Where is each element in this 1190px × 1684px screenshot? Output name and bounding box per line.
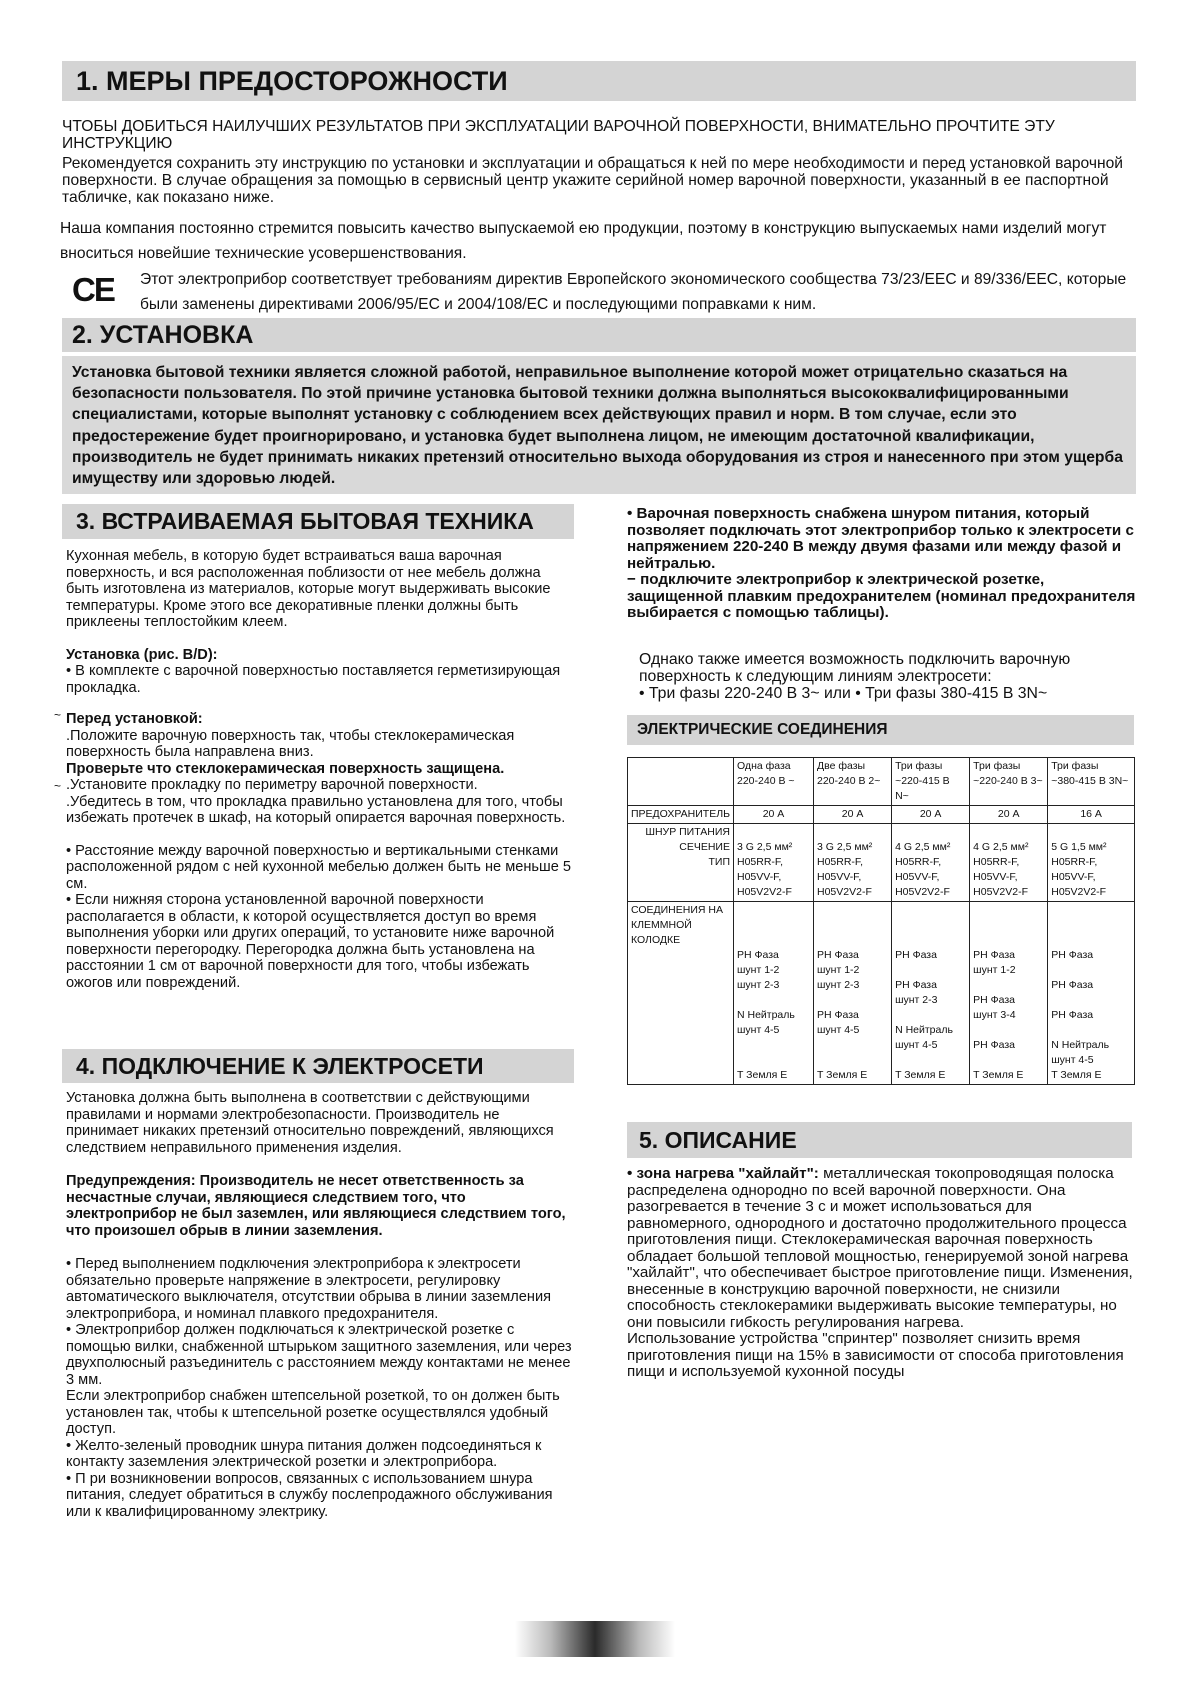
section-4-title: 4. ПОДКЛЮЧЕНИЕ К ЭЛЕКТРОСЕТИ — [62, 1049, 574, 1083]
fuse-row — [628, 806, 1135, 824]
fuse-label: ПРЕДОХРАНИТЕЛЬ — [628, 806, 734, 824]
terminal-value: PH Фаза шунт 1-2 PH Фаза шунт 3-4 PH Фаза T Земля E — [970, 902, 1048, 1085]
table-header: Две фазы 220-240 В 2~ — [814, 758, 892, 806]
terminal-value: PH Фаза шунт 1-2 шунт 2-3 PH Фаза шунт 4-5 T Земля E — [814, 902, 892, 1085]
electrical-connections-table — [627, 757, 1135, 1085]
ground-wire-bullet: • Желто-зеленый проводник шнура питания должен подсоединяться к контакту заземления электрической розетки и электроприбора. — [66, 1437, 542, 1470]
grounding-warning: Предупреждения: Производитель не несет ответственность за несчастные случаи, являющиеся следствием того, что электроприбор не был заземлен, или являющиеся следствием того, что произошел обрыв в линии заземления. — [66, 1173, 566, 1239]
socket-access-text: Если электроприбор снабжен штепсельной розеткой, то он должен быть установлен так, чтобы к штепсельной розетке осуществлялся удобный доступ. — [66, 1388, 560, 1437]
section-3-body — [54, 548, 576, 991]
distance-paragraph: • Расстояние между варочной поверхностью и вертикальными стенками расположенной рядом с ней кухонной мебелью должен быть не меньше 5 см. — [66, 842, 572, 892]
before-install-step-3: .Убедитесь в том, что прокладка правильно установлена для того, чтобы избежать протечек в шкаф, на который опирается варочная поверхность. — [66, 793, 566, 826]
section-1-intro: ЧТОБЫ ДОБИТЬСЯ НАИЛУЧШИХ РЕЗУЛЬТАТОВ ПРИ ЭКСПЛУАТАЦИИ ВАРОЧНОЙ ПОВЕРХНОСТИ, ВНИМАТЕЛЬНО ПРОЧТИТЕ ЭТУ ИНСТРУКЦИЮ — [62, 118, 1055, 152]
before-install-step-1: .Положите варочную поверхность так, чтобы стеклокерамическая поверхность была направлена вниз. — [66, 727, 515, 760]
table-corner — [628, 758, 734, 806]
install-text: • В комплекте с варочной поверхностью поставляется герметизирующая прокладка. — [66, 663, 561, 696]
section-1-compliance: Этот электроприбор соответствует требованиям директив Европейского экономического сообщества 73/23/EEC и 89/336/EEC, которые были заменены директивами 2006/95/EC и 2004/108/EC и последующими поправками к ним. — [140, 271, 1127, 313]
cord-value: 4 G 2,5 мм² H05RR-F, H05VV-F, H05V2V2-F — [970, 824, 1048, 902]
sprinter-paragraph: Использование устройства "спринтер" позволяет снизить время приготовления пищи на 15% в зависимости от способа приготовления пищи и используемой кухонной посуды — [627, 1330, 1124, 1380]
highlight-zone-paragraph — [627, 1166, 1137, 1331]
section-5-body — [627, 1166, 1137, 1381]
alt-connections-text: Однако также имеется возможность подключить варочную поверхность к следующим линиям электросети: — [639, 651, 1071, 685]
ce-mark-icon: CE — [72, 271, 114, 308]
fuse-paragraph: − подключите электроприбор к электрической розетке, защищенной плавким предохранителем (номинал предохранителя выбирается с помощью таблицы). — [627, 571, 1136, 621]
section-1-improvements: Наша компания постоянно стремится повысить качество выпускаемой ею продукции, поэтому в конструкцию выпускаемых нами изделий могут вноситься новейшие технические усовершенствования. — [60, 220, 1107, 262]
section-4-body — [66, 1090, 576, 1520]
terminal-label: СОЕДИНЕНИЯ НА КЛЕММНОЙ КОЛОДКЕ — [628, 902, 734, 1085]
installation-warning-box: Установка бытовой техники является сложной работой, неправильное выполнение которой может отрицательно сказаться на безопасности пользователя. По этой причине установка бытовой техники должна выполняться высококвалифицированными специалистами, которые выполнят установку с соблюдением всех действующих правил и норм. В том случае, если это предостережение будет проигнорировано, и установка будет выполнена лицом, не имеющим достаточной квалификации, производитель не будет принимать никаких претензий относительно выхода оборудования из строя и нанесенного при этом ущерба имуществу или здоровью людей. — [62, 356, 1136, 494]
terminal-value: PH Фаза шунт 1-2 шунт 2-3 N Нейтраль шунт 4-5 T Земля E — [734, 902, 814, 1085]
page-footer-bar — [515, 1621, 675, 1657]
install-heading: Установка (рис. B/D): — [66, 646, 218, 663]
plug-bullet: • Электроприбор должен подключаться к электрической розетке с помощью вилки, снабженной штырьком защитного заземления, или через двухполюсный разъединитель с расстоянием между контактами не менее 3 мм. — [66, 1322, 572, 1388]
partition-paragraph: • Если нижняя сторона установленной варочной поверхности располагается в области, к которой осуществляется доступ во время выполнения уборки или других операций, то установите ниже варочной поверхности перегородку. Перегородка должна быть установлена на расстоянии 1 см от варочной поверхности для того, чтобы избежать ожогов или повреждений. — [66, 892, 555, 991]
fuse-value: 20 А — [734, 806, 814, 824]
service-bullet: • П ри возникновении вопросов, связанных с использованием шнура питания, следует обратиться в службу послепродажного обслуживания или к квалифицированному электрику. — [66, 1470, 553, 1520]
standards-paragraph: Установка должна быть выполнена в соответствии с действующими правилами и нормами электробезопасности. Производитель не принимает никаких претензий относительно повреждений, являющихся следствием неправильного применения изделия. — [66, 1090, 554, 1156]
fuse-value: 16 А — [1048, 806, 1135, 824]
table-header: Три фазы ~220-415 В N~ — [892, 758, 970, 806]
before-install-check: Проверьте что стеклокерамическая поверхность защищена. — [66, 760, 505, 777]
before-install-heading: Перед установкой: — [66, 711, 203, 727]
electrical-connections-title: ЭЛЕКТРИЧЕСКИЕ СОЕДИНЕНИЯ — [627, 715, 1134, 745]
table-header: Три фазы ~380-415 В 3N~ — [1048, 758, 1135, 806]
before-install-step-2: .Установите прокладку по периметру варочной поверхности. — [66, 777, 478, 793]
margin-mark: ~ — [54, 779, 62, 793]
power-cord-info — [627, 506, 1137, 622]
alt-connections-lines: • Три фазы 220-240 В 3~ или • Три фазы 380-415 В 3N~ — [639, 685, 1048, 702]
section-1-keep-instructions: Рекомендуется сохранить эту инструкцию по установки и эксплуатации и обращаться к ней по мере необходимости и перед установкой варочной поверхности. В случае обращения за помощью в сервисный центр укажите серийной номер варочной поверхности, указанный в ее паспортной табличке, как показано ниже. — [62, 155, 1124, 206]
cord-value: 3 G 2,5 мм² H05RR-F, H05VV-F, H05V2V2-F — [734, 824, 814, 902]
margin-mark: ~ — [54, 708, 62, 722]
fuse-value: 20 А — [892, 806, 970, 824]
terminal-value: PH Фаза PH Фаза PH Фаза N Нейтраль шунт 4-5 T Земля E — [1048, 902, 1135, 1085]
cord-label: ШНУР ПИТАНИЯ СЕЧЕНИЕ ТИП — [628, 824, 734, 902]
fuse-value: 20 А — [970, 806, 1048, 824]
section-3-title: 3. ВСТРАИВАЕМАЯ БЫТОВАЯ ТЕХНИКА — [62, 504, 574, 539]
cord-value: 4 G 2,5 мм² H05RR-F, H05VV-F, H05V2V2-F — [892, 824, 970, 902]
section-5-title: 5. ОПИСАНИЕ — [627, 1122, 1132, 1158]
table-header-row — [628, 758, 1135, 806]
table-header: Одна фаза 220-240 В ~ — [734, 758, 814, 806]
highlight-zone-text: металлическая токопроводящая полоска распределена однородно по всей варочной поверхности. Она разогревается в течение 3 с и может использоваться для равномерного, однородного и достаточно продолжительного процесса приготовления пищи. Стеклокерамическая варочная поверхность обладает большой тепловой мощностью, генерируемой зоной нагрева "хайлайт", что обеспечивает быстрое приготовление пищи. Изменения, внесенные в конструкцию варочной поверхности, не снизили способность стеклокерамики выдерживать высокие температуры, но они повысили гибкость регулирования нагрева. — [627, 1165, 1133, 1331]
section-2-title: 2. УСТАНОВКА — [62, 318, 1136, 352]
highlight-zone-label: • зона нагрева "хайлайт": — [627, 1165, 819, 1182]
cord-value: 5 G 1,5 мм² H05RR-F, H05VV-F, H05V2V2-F — [1048, 824, 1135, 902]
furniture-paragraph: Кухонная мебель, в которую будет встраиваться ваша варочная поверхность, и вся расположенная поблизости от нее мебель должна быть изготовлена из материалов, которые могут выдерживать высокие температуры. Кроме этого все декоративные пленки должны быть приклеены теплостойким клеем. — [66, 548, 551, 630]
terminal-value: PH Фаза PH Фаза шунт 2-3 N Нейтраль шунт 4-5 T Земля E — [892, 902, 970, 1085]
voltage-check-bullet: • Перед выполнением подключения электроприбора к электросети обязательно проверьте напряжение в электросети, регулировку автоматического выключателя, отсутствии обрыва в линии заземления электроприбора, и номинал плавкого предохранителя. — [66, 1256, 552, 1322]
table-header: Три фазы ~220-240 В 3~ — [970, 758, 1048, 806]
fuse-value: 20 А — [814, 806, 892, 824]
power-cord-paragraph: • Варочная поверхность снабжена шнуром питания, который позволяет подключать этот электроприбор только к электросети с напряжением 220-240 В между двумя фазами или между фазой и нейтралью. — [627, 505, 1134, 572]
cord-value: 3 G 2,5 мм² H05RR-F, H05VV-F, H05V2V2-F — [814, 824, 892, 902]
alt-connections — [639, 651, 1139, 702]
terminal-row — [628, 902, 1135, 1085]
section-1-title: 1. МЕРЫ ПРЕДОСТОРОЖНОСТИ — [62, 61, 1136, 101]
cord-row — [628, 824, 1135, 902]
